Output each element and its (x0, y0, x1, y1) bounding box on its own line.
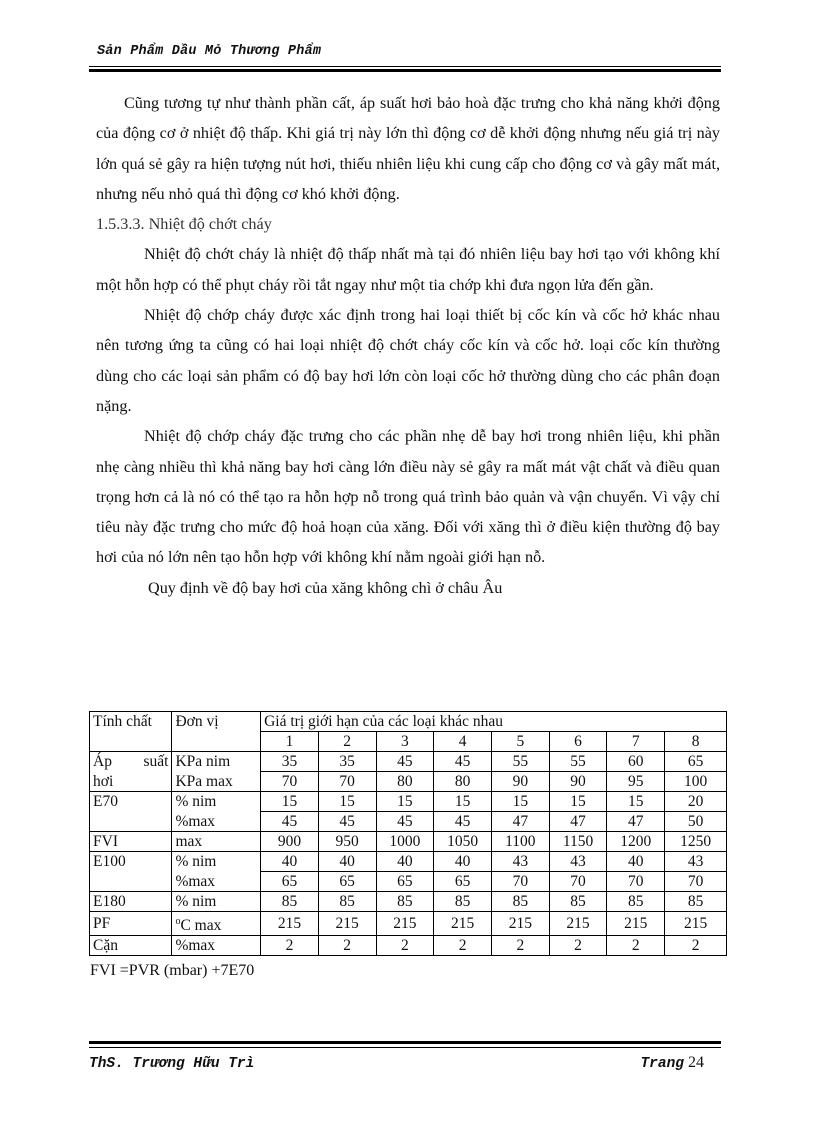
value-cell: 2 (434, 936, 492, 956)
table-row-residue (90, 936, 727, 956)
table-class-row (90, 732, 727, 752)
header-rule-thin (89, 66, 721, 67)
value-cell: 65 (434, 872, 492, 892)
value-cell: 80 (434, 772, 492, 792)
value-cell: 55 (491, 752, 549, 772)
table-row-vapor-pressure-min (90, 752, 727, 772)
value-cell: 1200 (607, 832, 665, 852)
value-cell: 85 (491, 892, 549, 912)
table-row-e70-max (90, 812, 727, 832)
property-label: E180 (90, 892, 172, 912)
value-cell: 40 (376, 852, 434, 872)
value-cell: 2 (607, 936, 665, 956)
page-header-title: Sản Phẩm Dầu Mỏ Thương Phẩm (97, 44, 322, 59)
value-cell: 50 (665, 812, 727, 832)
value-cell: 215 (665, 912, 727, 936)
value-cell: 60 (607, 752, 665, 772)
vapor-pressure-label-c: hơi (90, 772, 172, 792)
footer-rule-thick (89, 1041, 721, 1044)
value-cell: 1150 (549, 832, 607, 852)
value-cell: 85 (549, 892, 607, 912)
value-cell: 40 (318, 852, 376, 872)
value-cell: 47 (491, 812, 549, 832)
value-cell: 100 (665, 772, 727, 792)
page-number: 24 (688, 1054, 704, 1071)
value-cell: 15 (261, 792, 319, 812)
value-cell: 85 (376, 892, 434, 912)
volatility-limits-table (89, 711, 727, 956)
class-number: 3 (376, 732, 434, 752)
value-cell: 35 (261, 752, 319, 772)
value-cell: 15 (434, 792, 492, 812)
paragraph-flash-point-definition: Nhiệt độ chớt cháy là nhiệt độ thấp nhất mà tại đó nhiên liệu bay hơi tạo với không khí một hỗn hợp có thể phụt cháy rồi tắt ngay như một tia chớp khi đưa ngọn lửa đến gần. (96, 245, 720, 294)
value-cell: 15 (549, 792, 607, 812)
value-cell: 43 (491, 852, 549, 872)
page-label: Trang (640, 1056, 684, 1072)
header-property: Tính chất (90, 712, 172, 732)
value-cell: 1250 (665, 832, 727, 852)
unit-cell: %max (172, 936, 261, 956)
class-number: 1 (261, 732, 319, 752)
unit-cell: % nim (172, 852, 261, 872)
property-label: PF (90, 912, 172, 936)
value-cell: 2 (491, 936, 549, 956)
property-label: Cặn (90, 936, 172, 956)
value-cell: 215 (491, 912, 549, 936)
table-cell (90, 872, 172, 892)
degree-superscript: o (175, 916, 181, 927)
footer-page-number (640, 1054, 704, 1072)
table-row-e100-min (90, 852, 727, 872)
value-cell: 45 (376, 812, 434, 832)
value-cell: 215 (607, 912, 665, 936)
value-cell: 55 (549, 752, 607, 772)
class-number: 6 (549, 732, 607, 752)
property-label: E70 (90, 792, 172, 812)
value-cell: 2 (549, 936, 607, 956)
value-cell: 15 (376, 792, 434, 812)
value-cell: 215 (549, 912, 607, 936)
value-cell: 215 (434, 912, 492, 936)
class-number: 5 (491, 732, 549, 752)
value-cell: 70 (607, 872, 665, 892)
unit-cell: KPa nim (172, 752, 261, 772)
table-row-e100-max (90, 872, 727, 892)
unit-cell: KPa max (172, 772, 261, 792)
value-cell: 45 (261, 812, 319, 832)
body-text (96, 88, 720, 603)
value-cell: 215 (261, 912, 319, 936)
value-cell: 47 (549, 812, 607, 832)
table-footnote: FVI =PVR (mbar) +7E70 (90, 962, 255, 979)
value-cell: 45 (434, 752, 492, 772)
value-cell: 85 (261, 892, 319, 912)
value-cell: 40 (607, 852, 665, 872)
value-cell: 85 (318, 892, 376, 912)
table-caption: Quy định về độ bay hơi của xăng không chì ở châu Âu (148, 578, 503, 597)
unit-cell: %max (172, 872, 261, 892)
value-cell: 65 (376, 872, 434, 892)
paragraph-flash-point-methods: Nhiệt độ chớp cháy được xác định trong hai loại thiết bị cốc kín và cốc hở khác nhau nên tương ứng ta cũng có hai loại nhiệt độ chớt cháy cốc kín và cốc hở. loại cốc kín thường dùng cho các loại sản phẩm có độ bay hơi lớn còn loại cốc hở thường dùng cho các phân đoạn nặng. (96, 306, 720, 415)
value-cell: 70 (318, 772, 376, 792)
unit-cell: %max (172, 812, 261, 832)
property-label: FVI (90, 832, 172, 852)
value-cell: 45 (434, 812, 492, 832)
unit-cell: % nim (172, 792, 261, 812)
property-label: E100 (90, 852, 172, 872)
value-cell: 65 (261, 872, 319, 892)
value-cell: 65 (318, 872, 376, 892)
value-cell: 35 (318, 752, 376, 772)
value-cell: 2 (665, 936, 727, 956)
value-cell: 43 (665, 852, 727, 872)
table-row-fvi (90, 832, 727, 852)
value-cell: 45 (376, 752, 434, 772)
value-cell: 215 (376, 912, 434, 936)
table-row-vapor-pressure-max (90, 772, 727, 792)
table-row-pf (90, 912, 727, 936)
footer-rule-thin (89, 1047, 721, 1048)
value-cell: 95 (607, 772, 665, 792)
value-cell: 215 (318, 912, 376, 936)
vapor-pressure-label (90, 752, 172, 772)
value-cell: 80 (376, 772, 434, 792)
table-cell (90, 812, 172, 832)
section-heading-flash-point: 1.5.3.3. Nhiệt độ chớt cháy (96, 215, 272, 234)
table-cell (172, 732, 261, 752)
value-cell: 85 (607, 892, 665, 912)
class-number: 7 (607, 732, 665, 752)
value-cell: 65 (665, 752, 727, 772)
unit-cell (172, 912, 261, 936)
value-cell: 40 (434, 852, 492, 872)
vapor-pressure-label-a: Áp (93, 753, 112, 771)
table-cell (90, 732, 172, 752)
value-cell: 15 (318, 792, 376, 812)
paragraph-vapor-pressure: Cũng tương tự như thành phần cất, áp suất hơi bảo hoà đặc trưng cho khả năng khởi động của động cơ ở nhiệt độ thấp. Khi giá trị này lớn thì động cơ dễ khởi động nhưng nếu giá trị này lớn quá sẻ gây ra hiện tượng nút hơi, thiếu nhiên liệu khi cung cấp cho động cơ và gây mất mát, nhưng nếu nhỏ quá thì động cơ khó khởi động. (96, 94, 720, 203)
value-cell: 70 (549, 872, 607, 892)
value-cell: 20 (665, 792, 727, 812)
value-cell: 2 (318, 936, 376, 956)
value-cell: 45 (318, 812, 376, 832)
value-cell: 1000 (376, 832, 434, 852)
value-cell: 1050 (434, 832, 492, 852)
value-cell: 1100 (491, 832, 549, 852)
class-number: 8 (665, 732, 727, 752)
value-cell: 85 (434, 892, 492, 912)
value-cell: 70 (491, 872, 549, 892)
header-unit: Đơn vị (172, 712, 261, 732)
class-number: 4 (434, 732, 492, 752)
value-cell: 85 (665, 892, 727, 912)
unit-cell: max (172, 832, 261, 852)
header-limit-values: Giá trị giới hạn của các loại khác nhau (261, 712, 727, 732)
value-cell: 950 (318, 832, 376, 852)
paragraph-flash-point-significance: Nhiệt độ chớp cháy đặc trưng cho các phần nhẹ dễ bay hơi trong nhiên liệu, khi phần nhẹ càng nhiều thì khả năng bay hơi càng lớn điều này sẻ gây ra mất mát vật chất và điều quan trọng hơn cả là nó có thể tạo ra hỗn hợp nỗ trong quá trình bảo quản và vận chuyển. Vì vậy chỉ tiêu này đặc trưng cho mức độ hoả hoạn của xăng. Đối với xăng thì ở điều kiện thường độ bay hơi của nó lớn nên tạo hỗn hợp với không khí nằm ngoài giới hạn nỗ. (96, 427, 720, 567)
vapor-pressure-label-b: suất (143, 753, 169, 771)
value-cell: 90 (549, 772, 607, 792)
unit-text: C max (180, 917, 222, 935)
footer-author: ThS. Trương Hữu Trì (89, 1056, 255, 1072)
value-cell: 2 (261, 936, 319, 956)
unit-cell: % nim (172, 892, 261, 912)
table-row-e70-min (90, 792, 727, 812)
value-cell: 40 (261, 852, 319, 872)
value-cell: 15 (607, 792, 665, 812)
value-cell: 43 (549, 852, 607, 872)
value-cell: 70 (261, 772, 319, 792)
value-cell: 47 (607, 812, 665, 832)
class-number: 2 (318, 732, 376, 752)
value-cell: 90 (491, 772, 549, 792)
table-header-row (90, 712, 727, 732)
value-cell: 900 (261, 832, 319, 852)
value-cell: 2 (376, 936, 434, 956)
value-cell: 15 (491, 792, 549, 812)
table-row-e180 (90, 892, 727, 912)
header-rule-thick (89, 69, 721, 72)
value-cell: 70 (665, 872, 727, 892)
